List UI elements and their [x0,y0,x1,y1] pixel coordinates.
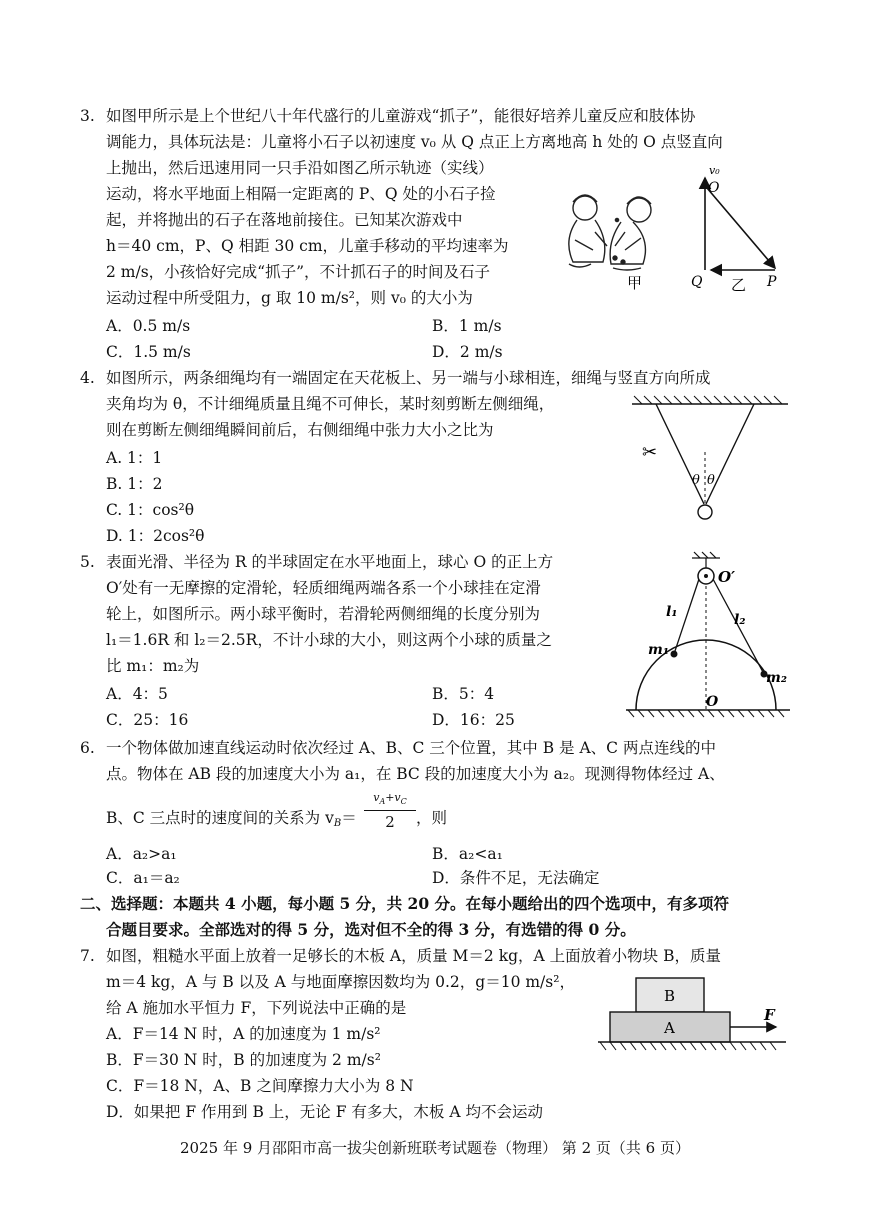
q3-line-2: 调能力，具体玩法是：儿童将小石子以初速度 v₀ 从 Q 点正上方离地高 h 处的 O 点竖直向 [106,133,723,151]
q6-option-d: D．条件不足，无法确定 [432,869,600,887]
q6-option-a: A．a₂>a₁ [106,845,177,863]
q7-option-d: D．如果把 F 作用到 B 上，无论 F 有多大，木板 A 均不会运动 [106,1103,543,1121]
q3-number: 3. [80,107,95,125]
q3-line-4: 运动，将水平地面上相隔一定距离的 P、Q 处的小石子捡 [106,185,496,203]
left-rope [656,404,704,504]
pulley-mount [692,552,720,568]
ball-m1 [671,651,678,658]
right-rope [706,404,754,504]
label-l1: l₁ [666,604,678,620]
section-2-line-1: 二、选择题：本题共 4 小题，每小题 5 分，共 20 分。在每小题给出的四个选项中，有多项符 [80,894,730,913]
q6-line-3 [106,808,357,834]
q5-line-3: 轮上，如图所示。两小球平衡时，若滑轮两侧细绳的长度分别为 [106,605,541,623]
label-Q: Q [691,274,703,290]
diagonal-trajectory [707,188,775,268]
q4-line-2: 夹角均为 θ，不计细绳质量且绳不可伸长，某时刻剪断左侧细绳， [106,395,555,413]
theta-left: θ [692,473,700,488]
label-O: O [706,694,719,710]
q5-option-c: C．25：16 [106,711,189,729]
q3-option-b: B．1 m/s [432,317,502,335]
q3-line-7: 2 m/s，小孩恰好完成“抓子”，不计抓石子的时间及石子 [106,263,491,281]
q4-option-b: B. 1：2 [106,475,163,493]
children-illustration [569,195,651,270]
page-footer: 2025 年 9 月邵阳市高一拔尖创新班联考试题卷（物理） 第 2 页（共 6 页） [180,1139,690,1157]
q4-option-a: A. 1：1 [106,449,163,467]
q5-line-2: O′处有一无摩擦的定滑轮，轻质细绳两端各系一个小球挂在定滑 [106,579,541,597]
q3-line-1: 如图甲所示是上个世纪八十年代盛行的儿童游戏“抓子”，能很好培养儿童反应和肢体协 [106,107,696,125]
q6-frac-num: $v_A+v_C$ [364,790,416,811]
label-v0: v₀ [709,164,720,177]
q3-line-8: 运动过程中所受阻力，g 取 10 m/s²，则 v₀ 的大小为 [106,289,473,307]
q7-option-b: B．F＝30 N 时，B 的加速度为 2 m/s² [106,1051,381,1069]
q3-option-a: A．0.5 m/s [106,317,191,335]
label-A: A [664,1019,675,1037]
q3-line-5: 起，并将抛出的石子在落地前接住。已知某次游戏中 [106,211,463,229]
q4-figure [628,392,792,524]
ground-hatch [600,1042,776,1050]
q3-line-6: h＝40 cm，P、Q 相距 30 cm，儿童手移动的平均速率为 [106,237,509,255]
q3-option-c: C．1.5 m/s [106,343,191,361]
q6-line-3-text: B、C 三点时的速度间的关系为 v [106,809,334,827]
ground-hatch [628,710,784,717]
q5-line-4: l₁＝1.6R 和 l₂＝2.5R，不计小球的大小，则这两个小球的质量之 [106,631,552,649]
q5-line-1: 表面光滑、半径为 R 的半球固定在水平地面上，球心 O 的正上方 [106,553,554,571]
label-m1: m₁ [648,642,669,658]
q6-line-3-end: ，则 [416,809,448,827]
q7-number: 7. [80,947,95,965]
q7-option-c: C．F＝18 N，A、B 之间摩擦力大小为 8 N [106,1077,414,1095]
q3-figure [555,160,800,300]
theta-right: θ [707,473,715,488]
ball [698,505,712,519]
label-F: F [764,1006,775,1024]
q4-option-c: C. 1：cos²θ [106,501,195,519]
q6-fraction [364,790,416,833]
q4-number: 4. [80,369,95,387]
q6-option-c: C．a₁＝a₂ [106,869,180,887]
label-yi: 乙 [731,276,747,294]
label-m2: m₂ [766,670,787,686]
q6-option-b: B．a₂<a₁ [432,845,503,863]
scissors-icon: ✂ [642,442,658,463]
q6-number: 6. [80,739,95,757]
q7-line-3: 给 A 施加水平恒力 F，下列说法中正确的是 [106,999,407,1017]
label-l2: l₂ [734,612,746,628]
q3-line-3: 上抛出，然后迅速用同一只手沿如图乙所示轨迹（实线） [106,159,494,177]
label-jia: 甲 [627,274,643,292]
q5-figure [622,550,794,722]
q3-option-d: D．2 m/s [432,343,503,361]
q7-figure [596,974,788,1060]
label-P: P [767,274,777,290]
pulley-center [704,574,708,578]
q6-frac-den: 2 [385,813,395,832]
q7-option-a: A．F＝14 N 时，A 的加速度为 1 m/s² [106,1025,381,1043]
q4-line-3: 则在剪断左侧细绳瞬间前后，右侧细绳中张力大小之比为 [106,421,494,439]
q6-line-2: 点。物体在 AB 段的加速度大小为 a₁，在 BC 段的加速度大小为 a₂。现测得物体经过 A、 [106,765,725,783]
q5-number: 5. [80,553,95,571]
ceiling-hatch [634,396,782,404]
q5-line-5: 比 m₁：m₂为 [106,657,200,675]
q6-line-1: 一个物体做加速直线运动时依次经过 A、B、C 三个位置，其中 B 是 A、C 两点连线的中 [106,739,716,757]
label-B: B [664,987,676,1005]
label-Oprime: O′ [718,568,736,586]
q5-option-a: A．4：5 [106,685,168,703]
q7-line-1: 如图，粗糙水平面上放着一足够长的木板 A，质量 M＝2 kg，A 上面放着小物块 B，质量 [106,947,721,965]
label-O: O [708,180,720,196]
q5-option-b: B．5：4 [432,685,495,703]
q7-line-2: m＝4 kg，A 与 B 以及 A 与地面摩擦因数均为 0.2，g＝10 m/s²， [106,973,575,991]
q6-vb-sub: B [333,818,342,829]
section-2-line-2: 合题目要求。全部选对的得 5 分，选对但不全的得 3 分，有选错的得 0 分。 [106,920,636,939]
q4-option-d: D. 1：2cos²θ [106,527,205,545]
q4-line-1: 如图所示，两条细绳均有一端固定在天花板上、另一端与小球相连，细绳与竖直方向所成 [106,369,711,387]
q6-eq: ＝ [341,809,357,827]
q5-option-d: D．16：25 [432,711,515,729]
